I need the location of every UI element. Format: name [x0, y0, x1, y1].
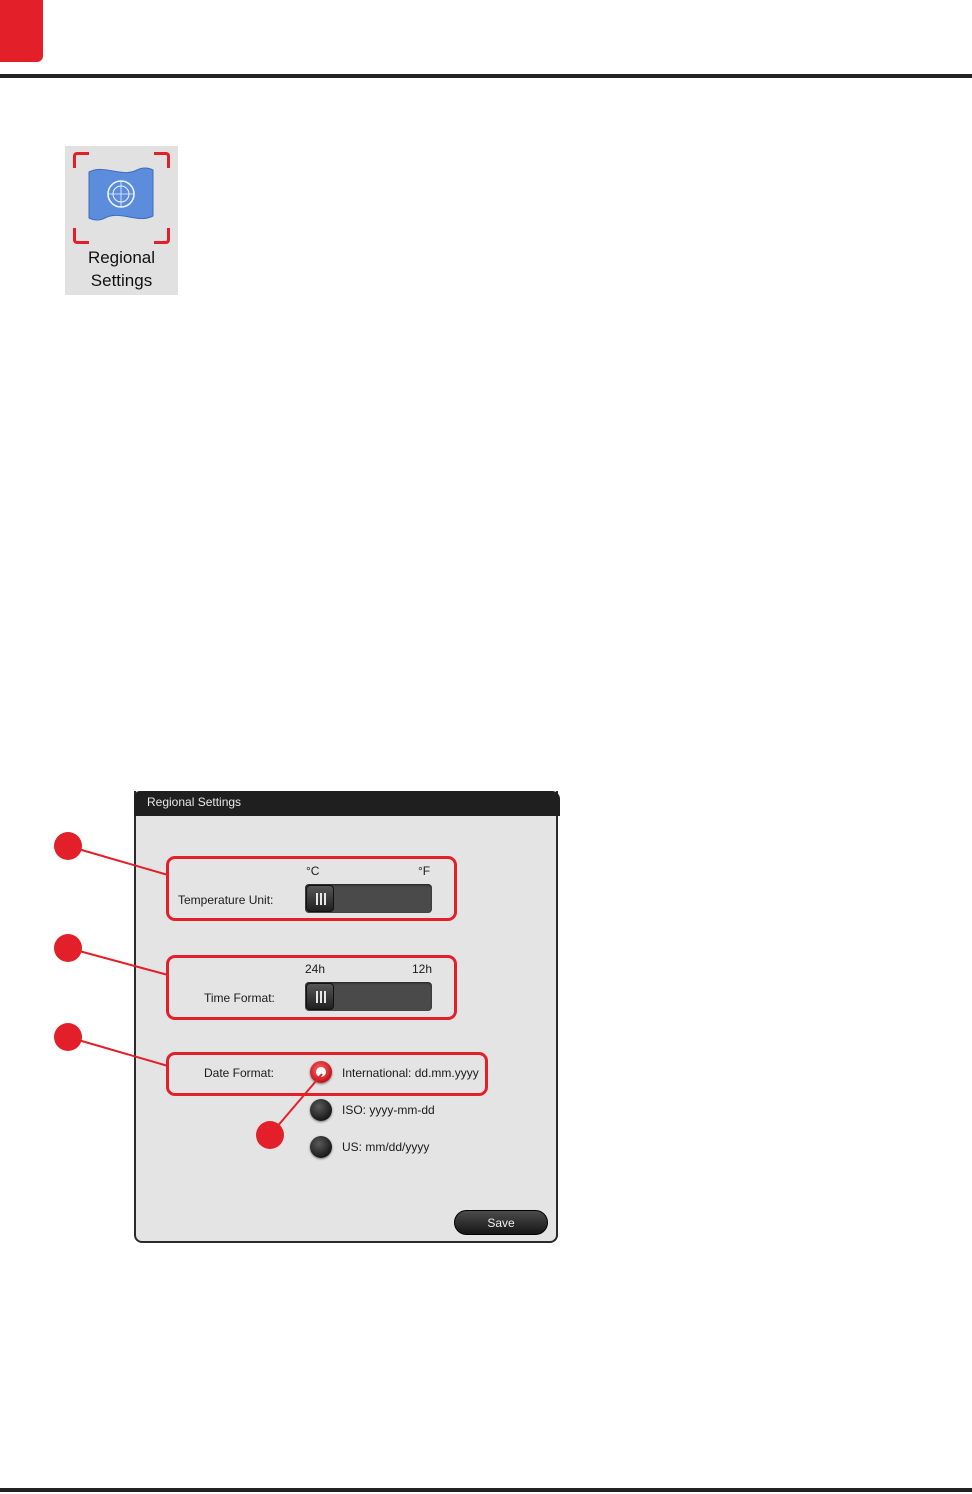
fahrenheit-label: °F — [418, 864, 431, 878]
time-format-label: Time Format: — [204, 991, 275, 1005]
24h-label: 24h — [305, 962, 326, 976]
callout-marker-4 — [256, 1121, 284, 1149]
callout-marker-2 — [54, 934, 82, 962]
callout-marker-1 — [54, 832, 82, 860]
12h-label: 12h — [412, 962, 433, 976]
callout-marker-3 — [54, 1023, 82, 1051]
date-format-label: Date Format: — [204, 1066, 275, 1080]
dialog-title: Regional Settings — [147, 795, 242, 809]
date-option-iso: ISO: yyyy-mm-dd — [342, 1103, 435, 1117]
date-option-us: US: mm/dd/yyyy — [342, 1140, 430, 1154]
save-button[interactable]: Save — [454, 1210, 548, 1235]
footer-rule — [0, 1488, 972, 1492]
celsius-label: °C — [306, 864, 320, 878]
date-option-international: International: dd.mm.yyyy — [342, 1066, 479, 1080]
tile-label: Regional Settings — [87, 248, 156, 290]
temperature-unit-label: Temperature Unit: — [178, 893, 274, 907]
